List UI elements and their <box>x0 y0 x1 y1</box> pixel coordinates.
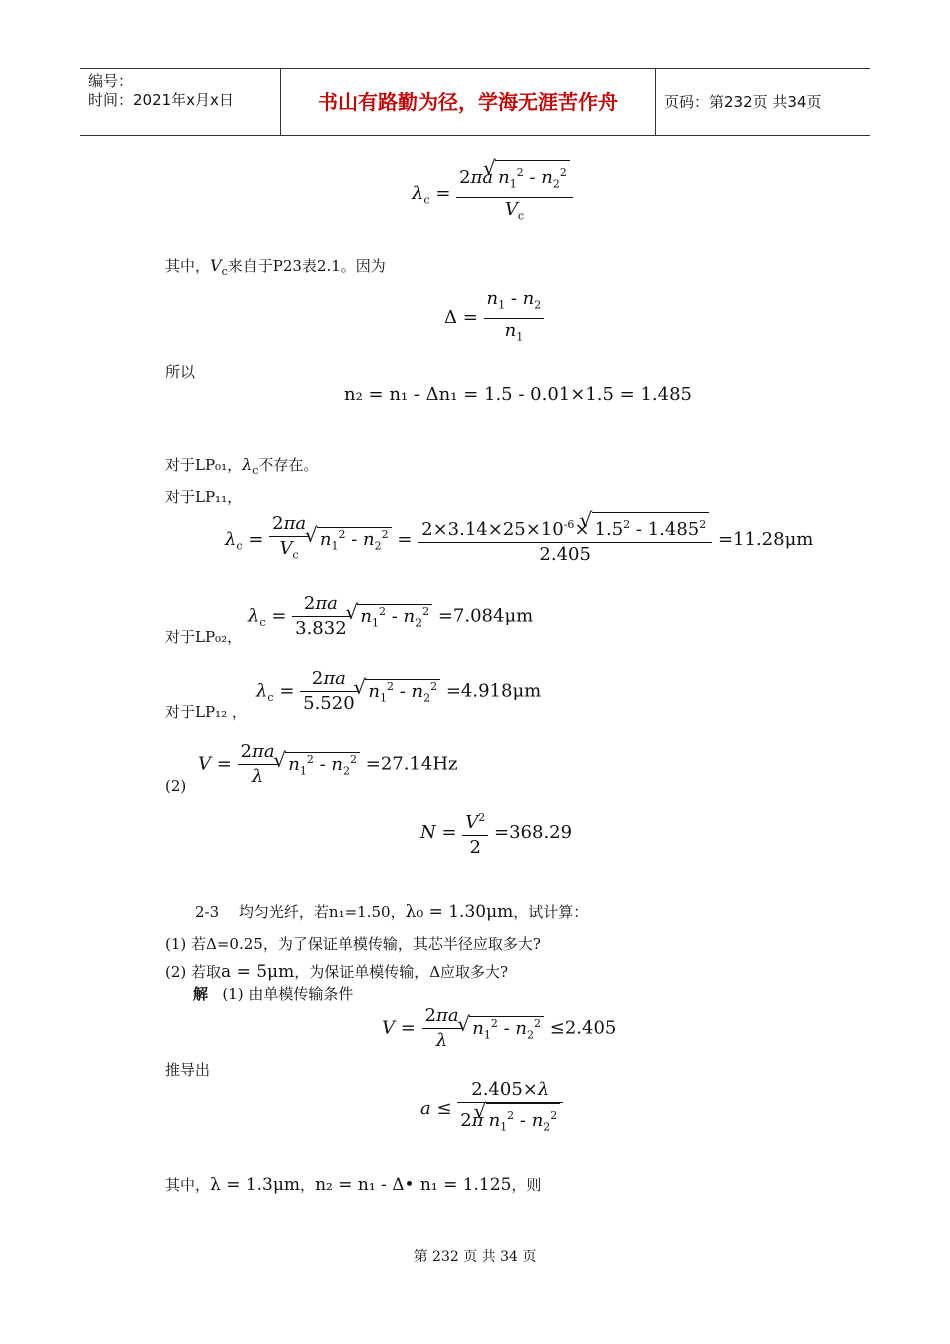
text-solution: 解 (1) 由单模传输条件 <box>193 985 354 1003</box>
text-q1: (1) 若Δ=0.25，为了保证单模传输，其芯半径应取多大? <box>165 935 541 953</box>
formula-n2: n₂ = n₁ - Δn₁ = 1.5 - 0.01×1.5 = 1.485 <box>344 384 692 405</box>
formula-a: a ≤ $\frac{2.405\times\lambda}{2\pi√ n_1^2 - n_2^2}$ <box>420 1078 563 1140</box>
page-footer: 第 232 页 共 34 页 <box>413 1249 537 1265</box>
header-number: 编号： <box>88 72 134 90</box>
formula-lp02: $\lambda_c$ = $\frac{2\pi a}{3.832}$ √ $n_1^2 - n_2^2 =7.084\mu m$ <box>248 592 533 641</box>
formula-lp11: $\lambda_c$ = $\frac{2\pi a}{V_c}$ √ $n_1^2 - n_2^2$ = $\frac{2\times 3.14\times 25\times 10^{-6}\times√ 1.5^2 - 1.485^2}{2.405}$ =11.28μm <box>225 512 813 568</box>
text-lp11: 对于LP₁₁， <box>165 488 243 506</box>
text-derive: 推导出 <box>165 1061 211 1079</box>
text-so: 所以 <box>165 363 196 381</box>
header-motto: 书山有路勤为径，学海无涯苦作舟 <box>280 69 656 135</box>
text-part2: (2) <box>165 777 187 795</box>
text-prob23: 2-3 均匀光纤，若n₁=1.50，λ₀ = 1.30μm，试计算： <box>195 902 589 922</box>
formula-v: V = $\frac{2\pi a}{\lambda}$ √ $n_1^2 - n_2^2 =27.14Hz$ <box>198 740 458 789</box>
page-header <box>80 68 870 136</box>
header-date: 时间：2021年x月x日 <box>88 91 234 109</box>
text-lp01: 对于LP₀₁，$\lambda_c$不存在。 <box>165 455 319 478</box>
header-page: 页码：第232页 共34页 <box>664 93 822 111</box>
text-lp12: 对于LP₁₂ ， <box>165 703 247 721</box>
text-q2: (2) 若取a = 5μm，为保证单模传输，Δ应取多大? <box>165 962 509 982</box>
header-meta <box>80 69 280 135</box>
formula-delta: Δ = $\frac{n_1 - n_2}{n_1}$ <box>444 287 544 349</box>
formula-lp12: $\lambda_c$ = $\frac{2\pi a}{5.520}$ √ $n_1^2 - n_2^2 =4.918\mu m$ <box>256 667 541 716</box>
text-where2: 其中，λ = 1.3μm，n₂ = n₁ - Δ• n₁ = 1.125，则 <box>165 1175 542 1195</box>
text-lp02: 对于LP₀₂， <box>165 628 243 646</box>
text-where-vc: 其中，$V_c$来自于P23表2.1。因为 <box>165 256 386 279</box>
formula-n: N = $\frac{V^2}{2}$ =368.29 <box>420 806 572 860</box>
formula-single-mode: V = $\frac{2\pi a}{\lambda}$ √ $n_1^2 - n_2^2 \le 2.405$ <box>382 1004 616 1053</box>
formula-lambda-c: $\lambda_c$ = $\frac{2\pi a√ n_1^2 - n_2^2}{V_c}$ <box>412 160 573 228</box>
